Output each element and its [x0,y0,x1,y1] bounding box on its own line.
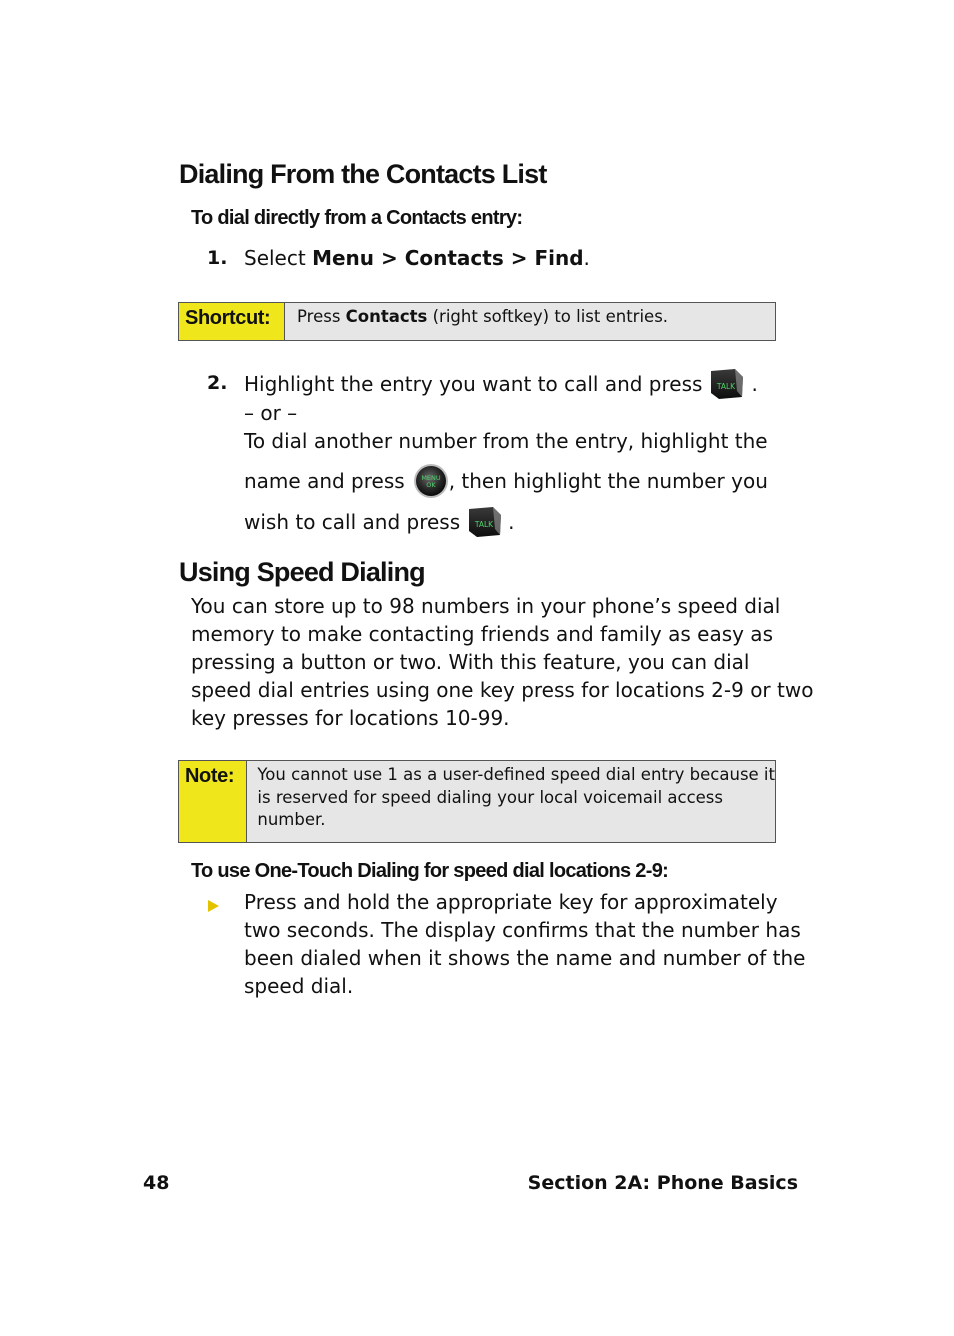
step-2-line-4b: , then highlight the number you [448,469,768,493]
bullet-text-line: two seconds. The display confirms that the number has [244,918,801,942]
subheading-one-touch-dialing: To use One-Touch Dialing for speed dial locations 2-9: [191,860,669,882]
talk-key-icon [467,505,503,539]
step-1-sep1: > [374,246,405,270]
one-touch-bullet-text [244,888,805,1000]
bullet-text-line: speed dial. [244,974,354,998]
footer-page-number: 48 [143,1172,170,1194]
talk-key-label: TALK [475,520,494,529]
speed-dial-paragraph [191,592,813,732]
step-2-line-5-text: wish to call and press [244,510,461,534]
note-text-line: number. [257,810,326,829]
shortcut-text [285,303,668,340]
speed-dial-paragraph-line: pressing a button or two. With this feature, you can dial [191,650,750,674]
speed-dial-paragraph-line: memory to make contacting friends and family as easy as [191,622,773,646]
step-2-line-3: To dial another number from the entry, highlight the [244,429,768,453]
shortcut-suffix: (right softkey) to list entries. [427,307,669,326]
note-text-line: is reserved for speed dialing your local voicemail access [257,787,723,807]
shortcut-contacts: Contacts [345,307,428,326]
step-2-line-4 [244,462,768,500]
bullet-triangle-icon [208,900,219,912]
step-2-number: 2. [207,372,228,394]
step-2-line-5-end: . [508,510,515,534]
step-1-menu: Menu [312,246,375,270]
talk-key-icon [709,367,745,401]
step-1-find: Find [534,246,584,270]
step-2-line-1-text: Highlight the entry you want to call and press [244,372,703,396]
shortcut-callout [178,302,776,341]
step-1-number: 1. [207,247,228,269]
note-callout [178,760,776,843]
step-1-text [244,244,590,272]
talk-key-label: TALK [717,382,736,391]
page-heading-dialing-from-contacts: Dialing From the Contacts List [179,159,547,189]
bullet-text-line: been dialed when it shows the name and number of the [244,946,806,970]
step-2-line-5 [244,503,515,541]
note-text-line: You cannot use 1 as a user-defined speed dial entry because it [257,765,775,784]
step-1-sep2: > [503,246,535,270]
step-1-prefix: Select [244,246,313,270]
menu-key-label-top: MENU [421,474,441,482]
step-2-line-1-end: . [751,372,758,396]
shortcut-prefix: Press [297,307,346,326]
note-text [247,761,775,842]
step-2-line-1 [244,365,758,403]
footer-section-title: Section 2A: Phone Basics [527,1172,798,1194]
menu-key-label-bottom: OK [425,481,436,489]
speed-dial-paragraph-line: You can store up to 98 numbers in your phone’s speed dial [191,594,781,618]
shortcut-label: Shortcut: [179,303,285,340]
bullet-text-line: Press and hold the appropriate key for approximately [244,890,778,914]
speed-dial-paragraph-line: speed dial entries using one key press for locations 2-9 or two [191,678,814,702]
subheading-dial-from-entry: To dial directly from a Contacts entry: [191,207,523,229]
speed-dial-paragraph-line: key presses for locations 10-99. [191,706,510,730]
step-2-or: – or – [244,401,298,425]
step-2-line-4a: name and press [244,469,405,493]
menu-ok-key-icon [413,463,449,499]
step-1-suffix: . [583,246,590,270]
step-1-contacts: Contacts [404,246,504,270]
page-heading-using-speed-dialing: Using Speed Dialing [179,557,425,587]
note-label: Note: [179,761,247,842]
